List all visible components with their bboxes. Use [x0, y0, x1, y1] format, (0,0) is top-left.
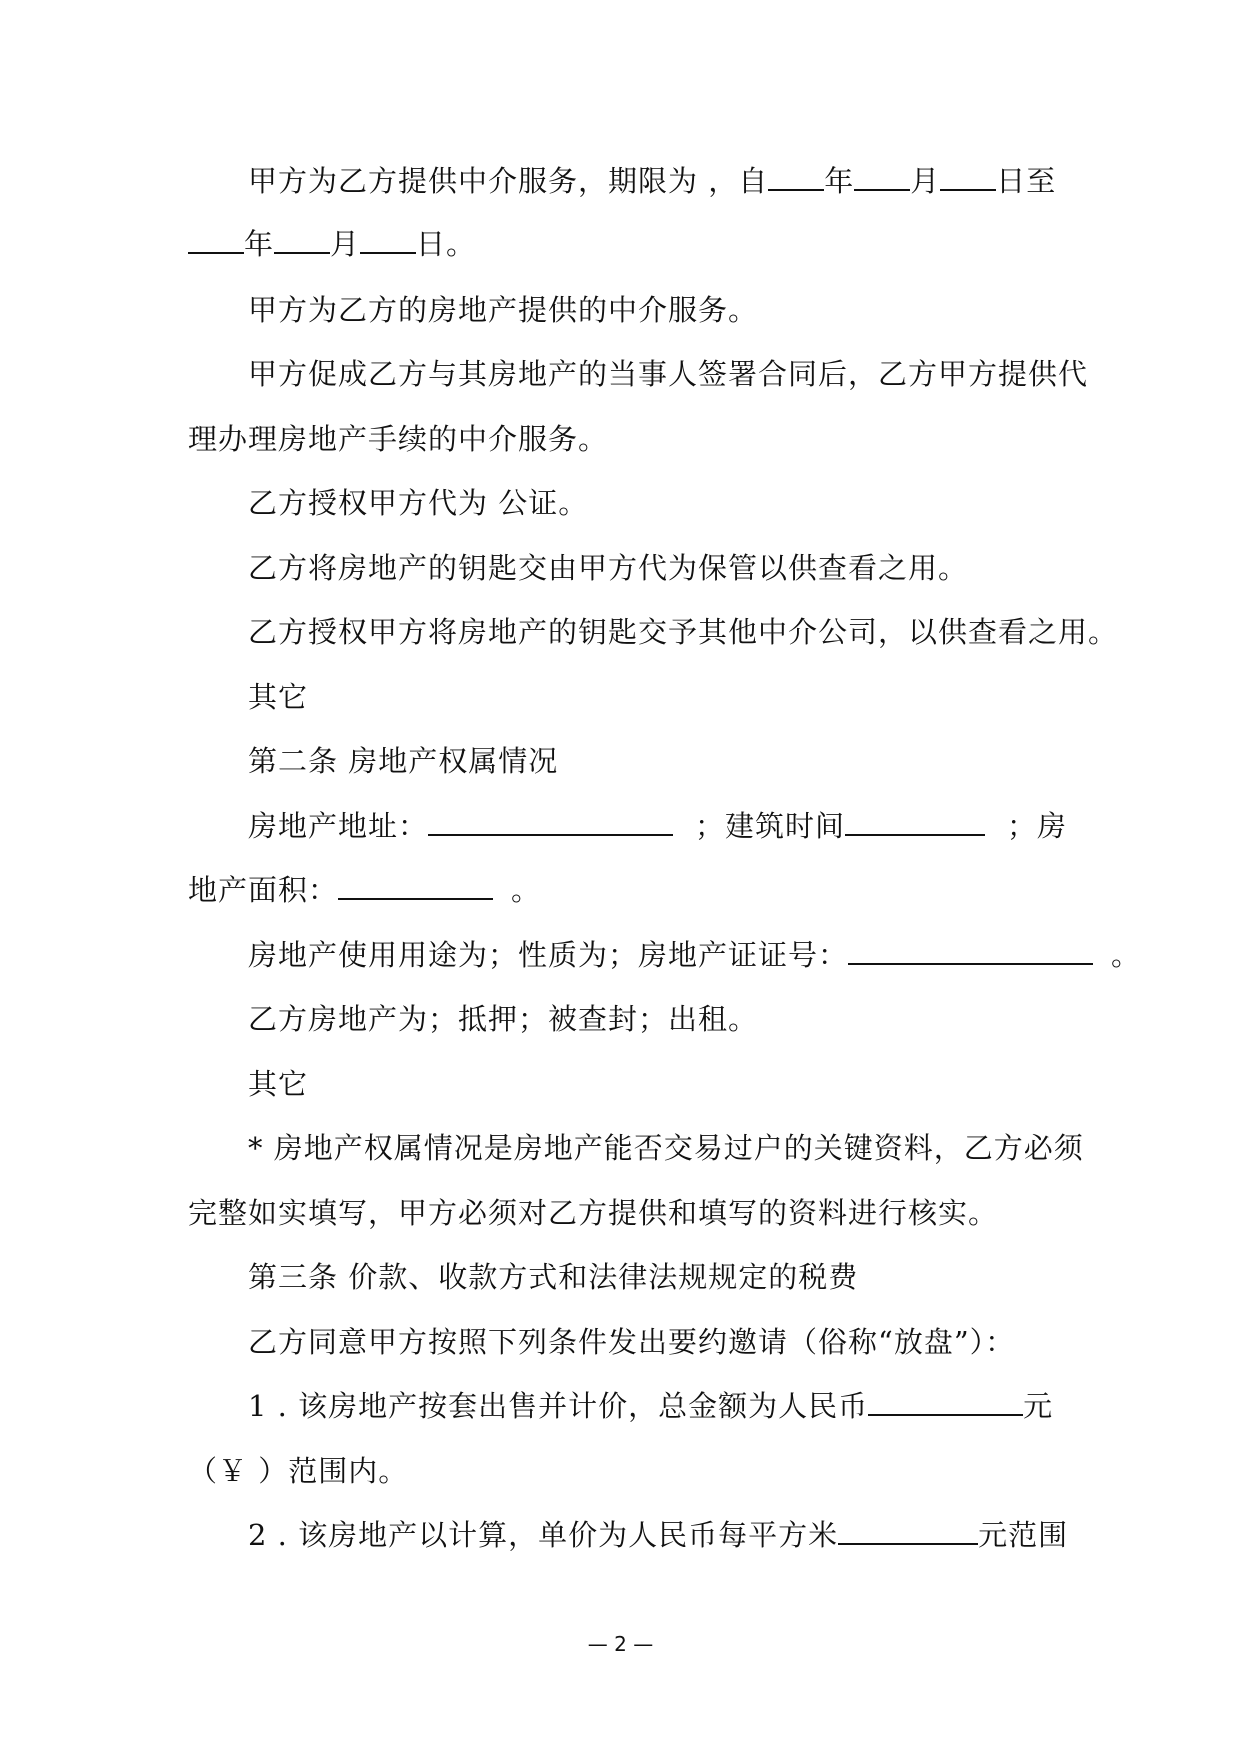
paragraph-service-term: 甲方为乙方提供中介服务，期限为 ，自 年 月 日至 — [248, 164, 1057, 198]
section-heading: 第二条 房地产权属情况 — [248, 744, 559, 778]
build-time-blank[interactable] — [845, 810, 985, 836]
blank-field[interactable] — [854, 165, 910, 191]
blank-field[interactable] — [188, 228, 244, 254]
blank-field[interactable] — [768, 165, 824, 191]
paragraph-line: 其它 — [248, 680, 309, 714]
total-price-blank[interactable] — [868, 1390, 1023, 1416]
certificate-number-blank[interactable] — [848, 939, 1093, 965]
paragraph-line: 乙方房地产为；抵押；被查封；出租。 — [248, 1002, 759, 1036]
paragraph-line: 甲方为乙方的房地产提供的中介服务。 — [248, 293, 759, 327]
section-heading: 第三条 价款、收款方式和法律法规规定的税费 — [248, 1260, 859, 1294]
paragraph-line: * 房地产权属情况是房地产能否交易过户的关键资料，乙方必须 — [248, 1131, 1084, 1165]
area-blank[interactable] — [338, 874, 493, 900]
paragraph-line: 乙方将房地产的钥匙交由甲方代为保管以供查看之用。 — [248, 551, 969, 585]
paragraph-line: （￥ ）范围内。 — [188, 1454, 409, 1488]
paragraph-line: 理办理房地产手续的中介服务。 — [188, 422, 609, 456]
paragraph-property-area: 地产面积： 。 — [188, 873, 542, 907]
paragraph-total-price: 1 . 该房地产按套出售并计价，总金额为人民币 元 — [248, 1389, 1054, 1423]
paragraph-line: 乙方授权甲方代为 公证。 — [248, 486, 589, 520]
paragraph-line: 乙方授权甲方将房地产的钥匙交予其他中介公司，以供查看之用。 — [248, 615, 1119, 649]
paragraph-line: 其它 — [248, 1067, 309, 1101]
paragraph-property-usage: 房地产使用用途为；性质为；房地产证证号： 。 — [248, 938, 1142, 972]
paragraph-line: 完整如实填写，甲方必须对乙方提供和填写的资料进行核实。 — [188, 1196, 999, 1230]
blank-field[interactable] — [940, 165, 996, 191]
blank-field[interactable] — [274, 228, 330, 254]
unit-price-blank[interactable] — [838, 1519, 978, 1545]
paragraph-service-term-cont: 年 月 日。 — [188, 224, 476, 264]
page-number: — 2 — — [587, 1632, 654, 1656]
address-blank[interactable] — [428, 810, 673, 836]
paragraph-property-address: 房地产地址： ；建筑时间 ；房 — [248, 809, 1068, 843]
paragraph-line: 乙方同意甲方按照下列条件发出要约邀请（俗称“放盘”）： — [248, 1325, 1016, 1359]
paragraph-unit-price: 2 . 该房地产以计算，单价为人民币每平方米 元范围 — [248, 1518, 1069, 1552]
paragraph-line: 甲方促成乙方与其房地产的当事人签署合同后，乙方甲方提供代 — [248, 357, 1089, 391]
blank-field[interactable] — [360, 228, 416, 254]
